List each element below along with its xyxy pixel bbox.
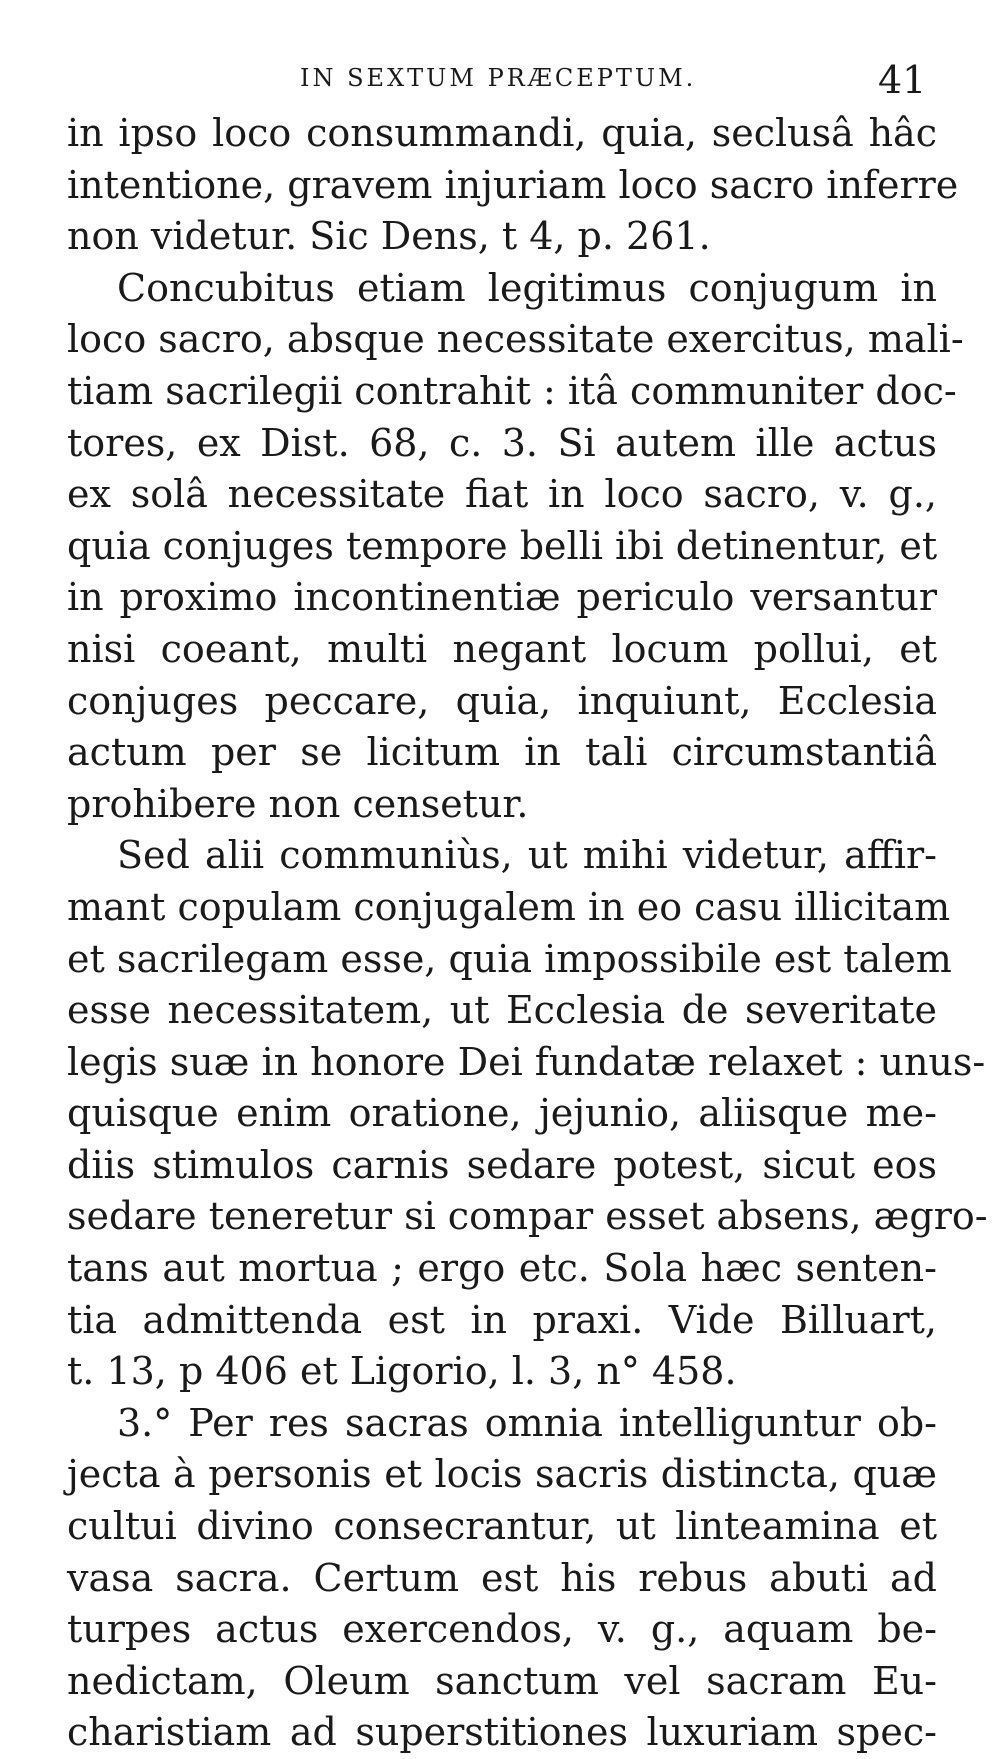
text-line: et sacrilegam esse, quia impossibile est talem [67,936,952,981]
text-line: quia conjuges tempore belli ibi detinentur, et [67,523,938,568]
page-header [0,58,1000,108]
text-line: tia admittenda est in praxi. Vide Billuart, [67,1297,937,1342]
text-line: charistiam ad superstitiones luxuriam spec- [67,1710,937,1755]
text-line: vasa sacra. Certum est his rebus abuti ad [67,1555,937,1600]
text-line: ex solâ necessitate fiat in loco sacro, v. g., [67,472,937,517]
text-line: sedare teneretur si compar esset absens, ægro- [67,1194,988,1239]
text-line: in proximo incontinentiæ periculo versantur [67,575,937,620]
text-line: Concubitus etiam legitimus conjugum in [117,265,937,310]
text-line: loco sacro, absque necessitate exercitus, mali- [67,317,964,362]
text-line: turpes actus exercendos, v. g., aquam be- [67,1607,937,1652]
text-line: nisi coeant, multi negant locum pollui, et [67,626,937,671]
text-line: cultui divino consecrantur, ut linteamina et [67,1504,937,1549]
text-line: Sed alii communiùs, ut mihi videtur, affir- [117,833,937,878]
text-line: prohibere non censetur. [67,781,529,826]
page-number: 41 [878,58,927,102]
text-line: diis stimulos carnis sedare potest, sicut eos [67,1142,937,1187]
text-line: jecta à personis et locis sacris distincta, quæ [67,1452,937,1497]
text-line: mant copulam conjugalem in eo casu illicitam [67,884,951,929]
text-line: legis suæ in honore Dei fundatæ relaxet : unus- [67,1039,986,1084]
body-text [67,108,988,1759]
text-line: tores, ex Dist. 68, c. 3. Si autem ille actus [67,420,937,465]
text-line: 3.° Per res sacras omnia intelliguntur ob- [117,1400,937,1445]
text-line: tans aut mortua ; ergo etc. Sola hæc senten- [67,1246,937,1291]
text-line: intentione, gravem injuriam loco sacro inferre [67,162,959,207]
text-line: esse necessitatem, ut Ecclesia de severitate [67,988,937,1033]
text-line: actum per se licitum in tali circumstantiâ [67,730,937,775]
text-line: conjuges peccare, quia, inquiunt, Ecclesia [67,678,937,723]
text-line: non videtur. Sic Dens, t 4, p. 261. [67,214,711,259]
text-line: t. 13, p 406 et Ligorio, l. 3, n° 458. [67,1349,737,1394]
text-line: nedictam, Oleum sanctum vel sacram Eu- [67,1658,937,1703]
text-line: in ipso loco consummandi, quia, seclusâ hâc [67,111,937,155]
running-title: IN SEXTUM PRÆCEPTUM. [300,64,697,92]
text-line: quisque enim oratione, jejunio, aliisque me- [67,1091,937,1136]
text-line: tiam sacrilegii contrahit : itâ communiter doc- [67,368,957,413]
